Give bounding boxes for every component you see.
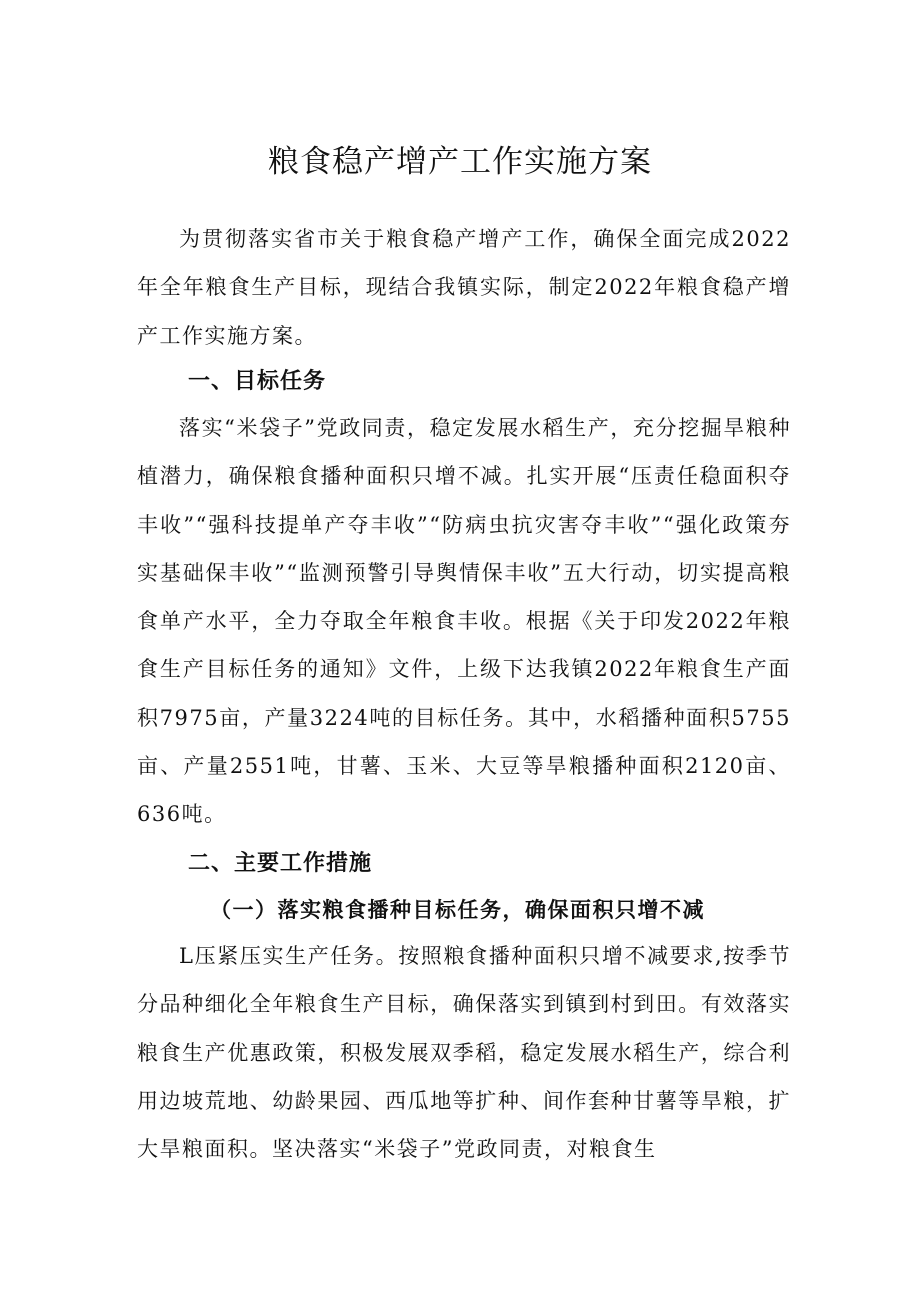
section-heading-measures: 二、主要工作措施 bbox=[188, 851, 373, 876]
section-heading-targets: 一、目标任务 bbox=[188, 369, 327, 394]
document-title: 粮食稳产增产工作实施方案 bbox=[268, 144, 652, 180]
subsection-heading-sowing: （一）落实粮食播种目标任务，确保面积只增不减 bbox=[210, 897, 705, 922]
intro-paragraph: 为贯彻落实省市关于粮食稳产增产工作，确保全面完成2022年全年粮食生产目标，现结合我镇实际，制定2022年粮食稳产增产工作实施方案。 bbox=[137, 227, 791, 348]
section-paragraph-measures: L压紧压实生产任务。按照粮食播种面积只增不减要求,按季节分品种细化全年粮食生产目标，确保落实到镇到村到田。有效落实粮食生产优惠政策，积极发展双季稻，稳定发展水稻生产，综合利用边坡荒地、幼龄果园、西瓜地等扩种、间作套种甘薯等旱粮，扩大旱粮面积。坚决落实“米袋子”党政同责，对粮食生 bbox=[137, 944, 791, 1162]
section-paragraph-targets: 落实“米袋子”党政同责，稳定发展水稻生产，充分挖掘旱粮种植潜力，确保粮食播种面积只增不减。扎实开展“压责任稳面积夺丰收”“强科技提单产夺丰收”“防病虫抗灾害夺丰收”“强化政策夯实基础保丰收”“监测预警引导舆情保丰收”五大行动，切实提高粮食单产水平，全力夺取全年粮食丰收。根据《关于印发2022年粮食生产目标任务的通知》文件，上级下达我镇2022年粮食生产面积7975亩，产量3224吨的目标任务。其中，水稻播种面积5755亩、产量2551吨，甘薯、玉米、大豆等旱粮播种面积2120亩、636吨。 bbox=[137, 416, 791, 827]
